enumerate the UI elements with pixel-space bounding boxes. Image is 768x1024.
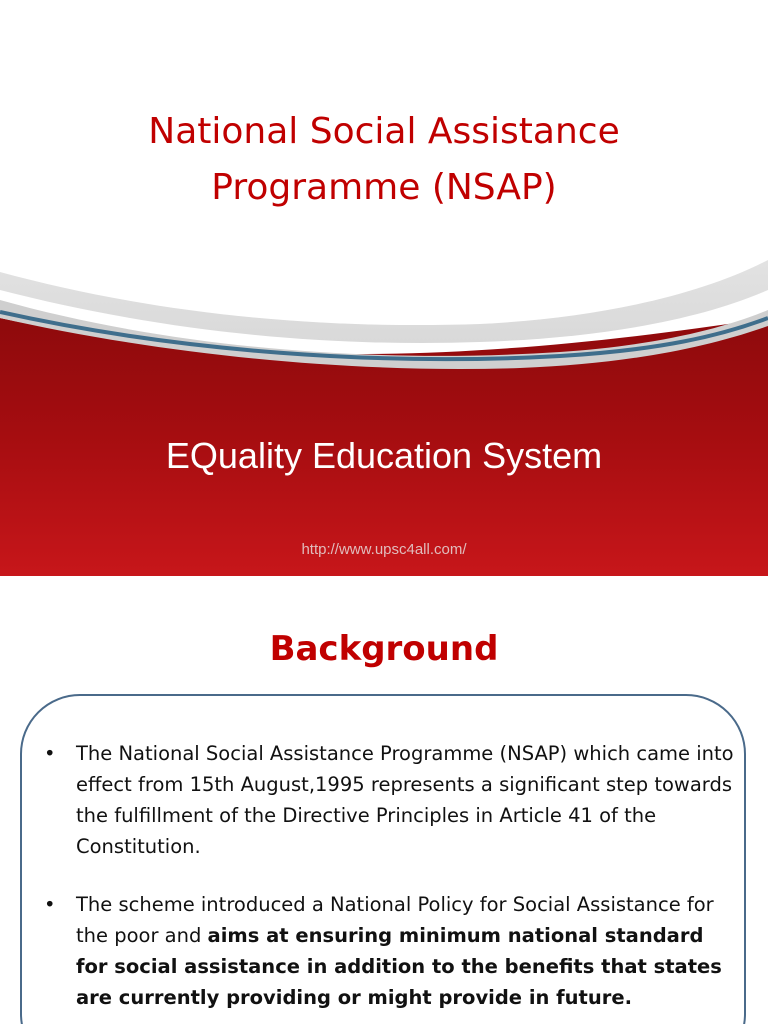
- slide-title-line2: Programme (NSAP): [211, 167, 557, 208]
- bullet-list: [44, 738, 734, 1024]
- slide-subtitle: EQuality Education System: [165, 435, 603, 476]
- bullet-text: The scheme introduced a National Policy for Social Assistance for the poor and: [76, 893, 714, 947]
- bullet-item: [44, 738, 734, 862]
- bullet-bold-text: aims at ensuring minimum national standard for social assistance in addition to the benefits that states are currently providing or might provide in future.: [76, 924, 722, 1009]
- bullet-text: The National Social Assistance Programme (NSAP) which came into effect from 15th August,1995 represents a significant step towards the fulfillment of the Directive Principles in Article 41 of the Constitution.: [76, 742, 734, 858]
- bullet-icon: •: [44, 893, 56, 916]
- slide-title-line1: National Social Assistance: [148, 111, 620, 152]
- slide-title: [40, 104, 728, 216]
- background-heading: Background: [269, 629, 499, 669]
- source-url: http://www.upsc4all.com/: [301, 541, 467, 558]
- background-slide: [0, 576, 768, 1024]
- bullet-icon: •: [44, 742, 56, 765]
- bullet-item: [44, 889, 734, 1013]
